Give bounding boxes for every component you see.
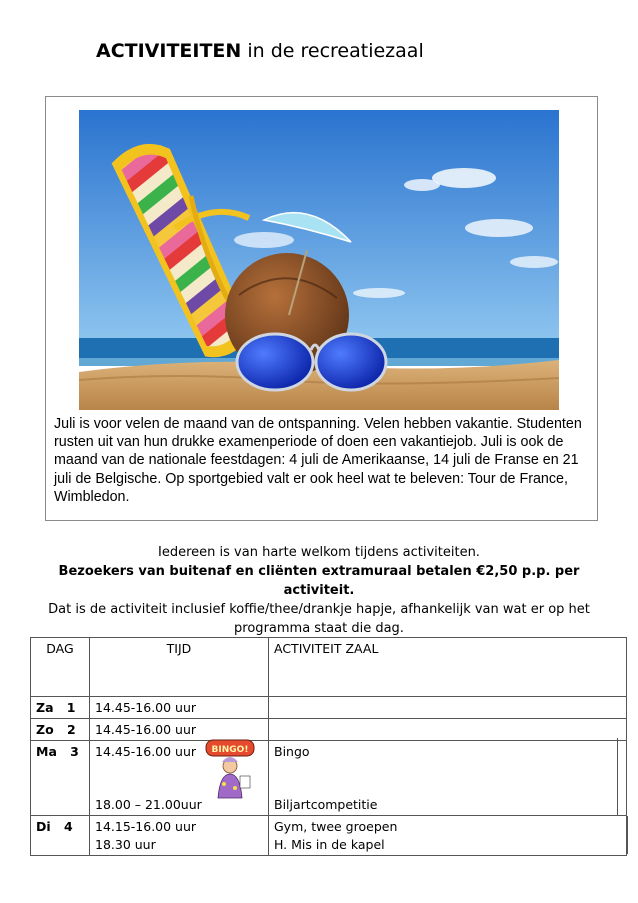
beach-photo [79, 110, 559, 410]
bingo-clipart [204, 738, 256, 802]
table-row [31, 816, 627, 856]
activity-cell: Bingo Biljartcompetitie [269, 741, 627, 816]
table-edge-line [617, 738, 618, 816]
header-activiteit: ACTIVITEIT ZAAL [269, 638, 627, 697]
day-cell: Zo 2 [31, 719, 90, 741]
activity-cell: Gym, twee groepen H. Mis in de kapel [269, 816, 627, 856]
table-edge-line [627, 816, 628, 854]
time-cell: 14.45-16.00 uur [90, 719, 269, 741]
activity-cell [269, 719, 627, 741]
notice [30, 543, 608, 638]
notice-line-3: Dat is de activiteit inclusief koffie/thee/drankje hapje, afhankelijk van wat er op het programma staat die dag. [48, 602, 590, 636]
day-cell: Za 1 [31, 697, 90, 719]
table-row [31, 741, 627, 816]
time-cell: 14.15-16.00 uur 18.30 uur [90, 816, 269, 856]
schedule-table [30, 637, 627, 856]
activity-cell [269, 697, 627, 719]
intro-text: Juli is voor velen de maand van de ontspanning. Velen hebben vakantie. Studenten rusten uit van hun drukke examenperiode of doen een vakantiejob. Juli is ook de maand van de nationale feestdagen: 4 juli de Amerikaanse, 14 juli de Franse en 21 juli de Belgische. Op sportgebied valt er ook heel wat te beleven: Tour de France, Wimbledon. [54, 416, 582, 505]
table-row [31, 697, 627, 719]
header-dag: DAG [31, 638, 90, 697]
day-cell: Ma 3 [31, 741, 90, 816]
notice-line-1: Iedereen is van harte welkom tijdens activiteiten. [158, 545, 480, 560]
notice-line-2: Bezoekers van buitenaf en cliënten extramuraal betalen €2,50 p.p. per activiteit. [58, 564, 580, 598]
bingo-sign-text: BINGO! [211, 745, 249, 755]
time-cell: 14.45-16.00 uur 18.00 – 21.00uur [90, 741, 269, 816]
table-row [31, 719, 627, 741]
header-tijd: TIJD [90, 638, 269, 697]
page-title-rest: in de recreatiezaal [247, 40, 424, 62]
page-title-bold: ACTIVITEITEN [96, 40, 242, 62]
time-cell: 14.45-16.00 uur [90, 697, 269, 719]
beach-illustration [79, 110, 559, 410]
table-header-row [31, 638, 627, 697]
page-title [96, 40, 424, 62]
day-cell: Di 4 [31, 816, 90, 856]
